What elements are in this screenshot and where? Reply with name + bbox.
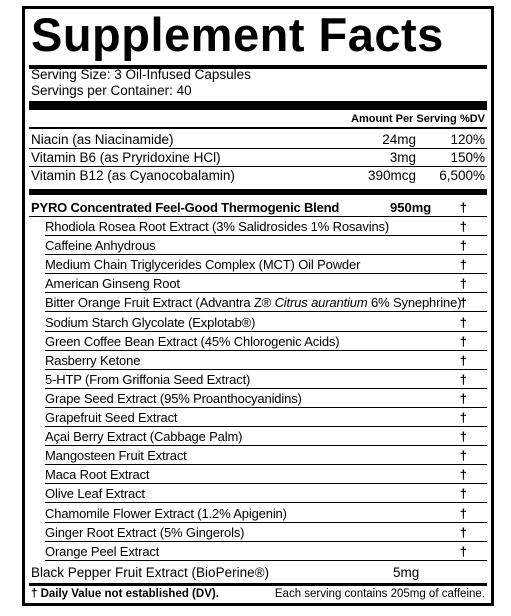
blend-dagger: †: [459, 200, 467, 215]
black-pepper-amount: 5mg: [393, 565, 420, 580]
ingredient-name: Grapefruit Seed Extract: [45, 410, 178, 425]
ingredient-dagger: †: [459, 543, 467, 559]
ingredient-dagger: †: [459, 429, 467, 445]
ingredient-name: Bitter Orange Fruit Extract (Advantra Z® Citrus aurantium 6% Synephrine): [45, 295, 462, 311]
ingredient-row: [29, 427, 487, 446]
ingredient-dagger: †: [459, 390, 467, 406]
ingredient-name: Sodium Starch Glycolate (Explotab®): [45, 314, 256, 330]
vitamin-dv: 150%: [450, 150, 485, 165]
ingredient-row: [29, 504, 487, 523]
ingredient-name: Rasberry Ketone: [45, 352, 141, 368]
ingredient-name: Ginger Root Extract (5% Gingerols): [45, 524, 245, 540]
ingredient-name: Rhodiola Rosea Root Extract (3% Salidrosides 1% Rosavins): [45, 219, 390, 234]
ingredient-rule: [45, 560, 487, 561]
ingredient-dagger: †: [459, 314, 467, 330]
vitamin-amount: 390mcg: [367, 168, 416, 183]
ingredient-name: American Ginseng Root: [45, 276, 180, 292]
ingredient-name: 5-HTP (From Griffonia Seed Extract): [45, 371, 251, 387]
ingredient-row: [29, 484, 487, 503]
amount-per-serving-header: Amount Per Serving: [351, 113, 457, 125]
ingredient-name: Açai Berry Extract (Cabbage Palm): [45, 429, 243, 445]
ingredient-row: [29, 293, 487, 312]
vitamin-amount: 3mg: [389, 150, 416, 165]
header-divider: [29, 127, 487, 129]
ingredient-dagger: †: [459, 257, 467, 273]
vitamin-amount: 24mg: [382, 132, 416, 147]
ingredient-row: [29, 236, 487, 255]
ingredient-dagger: †: [459, 333, 467, 349]
ingredient-dagger: †: [459, 524, 467, 540]
dv-header: %DV: [459, 113, 485, 125]
panel-title: Supplement Facts: [31, 8, 444, 61]
ingredient-row: [29, 217, 487, 236]
ingredient-name: Grape Seed Extract (95% Proanthocyanidins): [45, 390, 302, 406]
ingredient-row: [29, 389, 487, 408]
ingredient-name: Caffeine Anhydrous: [45, 238, 156, 254]
ingredient-name: Orange Peel Extract: [45, 543, 160, 559]
serving-size: Serving Size: 3 Oil-Infused Capsules: [31, 67, 251, 82]
black-pepper-name: Black Pepper Fruit Extract (BioPerine®): [31, 565, 270, 580]
ingredient-row: [29, 465, 487, 484]
vitamin-name: Vitamin B6 (as Pryridoxine HCl): [31, 150, 221, 165]
blend-row: [29, 199, 487, 216]
ingredient-dagger: †: [459, 352, 467, 368]
ingredient-dagger: †: [459, 448, 467, 464]
ingredient-row: [29, 408, 487, 427]
ingredient-name: Olive Leaf Extract: [45, 486, 145, 502]
ingredient-row: [29, 370, 487, 389]
supplement-facts-panel: [22, 6, 494, 606]
ingredient-dagger: †: [459, 276, 467, 292]
ingredient-row: [29, 542, 487, 561]
thick-divider: [29, 101, 487, 110]
vitamin-name: Niacin (as Niacinamide): [31, 132, 174, 147]
vitamin-name: Vitamin B12 (as Cyanocobalamin): [31, 168, 235, 183]
ingredient-name: Mangosteen Fruit Extract: [45, 448, 187, 464]
vitamin-dv: 120%: [450, 132, 485, 147]
ingredient-row: [29, 274, 487, 293]
ingredient-dagger: †: [459, 410, 467, 425]
ingredient-dagger: †: [459, 505, 467, 521]
blend-amount: 950mg: [390, 200, 432, 215]
ingredient-row: [29, 351, 487, 370]
vitamin-row: [29, 131, 487, 148]
ingredient-name: Chamomile Flower Extract (1.2% Apigenin): [45, 505, 287, 521]
ingredient-dagger: †: [459, 371, 467, 387]
vitamin-row: [29, 149, 487, 166]
ingredient-dagger: †: [459, 295, 467, 311]
ingredient-name: Green Coffee Bean Extract (45% Chlorogenic Acids): [45, 333, 340, 349]
blend-name: PYRO Concentrated Feel-Good Thermogenic Blend: [31, 200, 340, 215]
vitamin-row: [29, 167, 487, 184]
ingredient-dagger: †: [459, 238, 467, 254]
ingredient-row: [29, 523, 487, 542]
ingredient-dagger: †: [459, 467, 467, 483]
vitamin-dv: 6,500%: [439, 168, 485, 183]
caffeine-note: Each serving contains 205mg of caffeine.: [274, 588, 485, 600]
ingredient-name: Medium Chain Triglycerides Complex (MCT) Oil Powder: [45, 257, 361, 273]
dv-footnote: † Daily Value not established (DV).: [31, 588, 219, 600]
servings-per-container: Servings per Container: 40: [31, 83, 192, 98]
footer-divider: [29, 583, 487, 586]
ingredient-row: [29, 313, 487, 332]
blend-divider: [29, 189, 487, 195]
ingredient-name: Maca Root Extract: [45, 467, 150, 483]
black-pepper-row: [29, 563, 487, 582]
ingredient-row: [29, 255, 487, 274]
ingredient-row: [29, 332, 487, 351]
ingredient-dagger: †: [459, 219, 467, 234]
ingredient-row: [29, 446, 487, 465]
ingredient-dagger: †: [459, 486, 467, 502]
